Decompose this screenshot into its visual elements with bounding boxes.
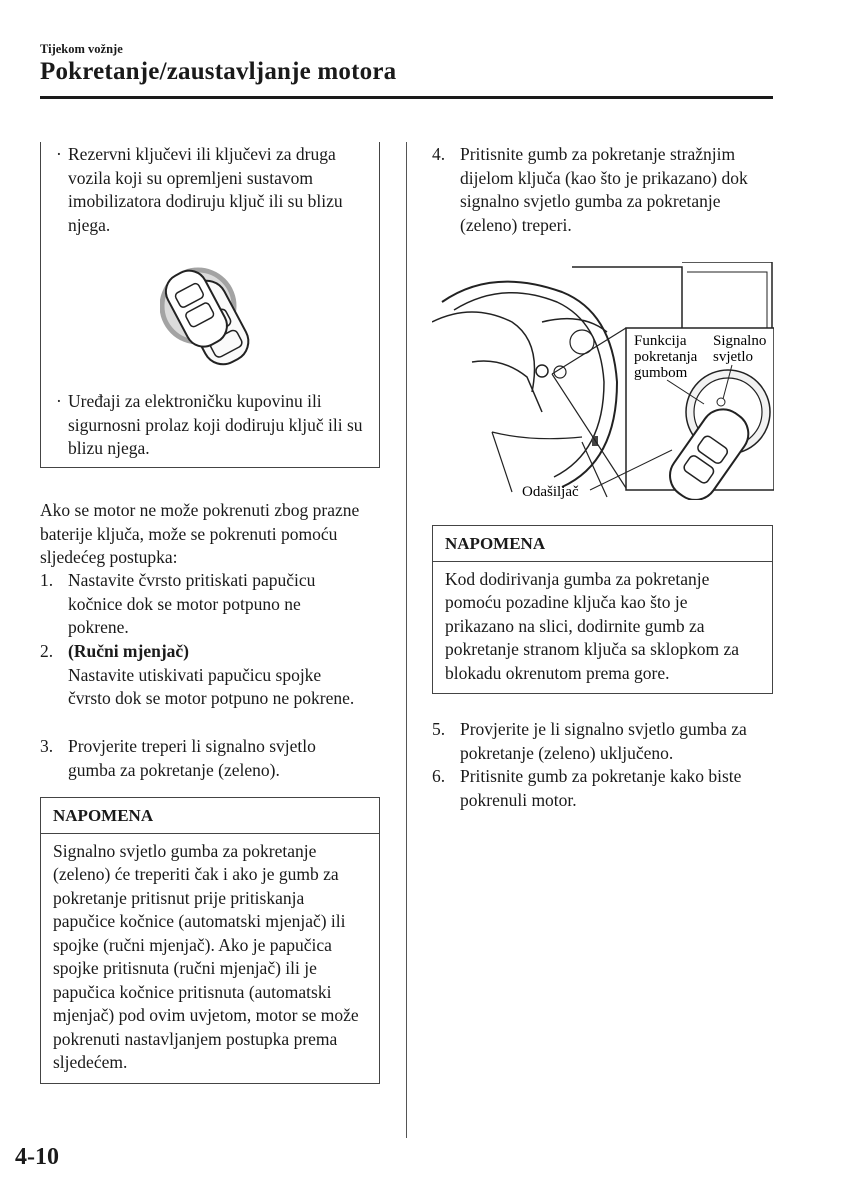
page-title: Pokretanje/zaustavljanje motora — [40, 58, 397, 85]
note-text: Signalno svjetlo gumba za pokretanje (zeleno) će treperiti čak i ako je gumb za pokretanje pritisnut prije pritiskanja papučice kočnice (automatski mjenjač) ili spojke (ručni mjenjač). Ako je papučica spojke pritisnuta (ručni mjenjač) ili je papučica kočnice pritisnuta (automatski mjenjač) pod ovim uvjetom, motor se može pokrenuti nastavljanjem postupka prema sljedećem. — [53, 840, 359, 1072]
note-heading: NAPOMENA — [433, 526, 772, 562]
step-text: Provjerite treperi li signalno svjetlo gumba za pokretanje (zeleno). — [68, 736, 316, 780]
step-text: Nastavite čvrsto pritiskati papučicu kočnice dok se motor potpuno ne pokrene. — [68, 570, 316, 637]
step-4 — [432, 143, 777, 237]
column-divider — [406, 142, 407, 1138]
step-number: 6. — [432, 766, 446, 786]
step-1 — [40, 569, 360, 640]
step-number: 5. — [432, 719, 446, 739]
bullet-dot: · — [56, 391, 62, 411]
dashboard-illustration — [432, 262, 774, 500]
label-function-line2: pokretanja — [634, 349, 698, 365]
bullet-text: Uređaji za elektroničku kupovinu ili sigurnosni prolaz koji dodiruju ključ ili su blizu njega. — [68, 391, 363, 458]
label-signal-line2: svjetlo — [713, 349, 753, 365]
step-6 — [432, 765, 777, 812]
bullet-dot: · — [56, 144, 62, 164]
step-number: 4. — [432, 144, 446, 164]
note-text: Kod dodirivanja gumba za pokretanje pomoću pozadine ključa kao što je prikazano na slici, dodirnite gumb za pokretanje stranom ključa sa sklopkom za blokadu okrenutom prema gore. — [445, 568, 740, 683]
step-text: Pritisnite gumb za pokretanje stražnjim dijelom ključa (kao što je prikazano) dok signalno svjetlo gumba za pokretanje (zeleno) treperi. — [460, 144, 748, 235]
step-3 — [40, 735, 360, 782]
page-number: 4-10 — [15, 1144, 59, 1170]
label-function-line1: Funkcija — [634, 333, 687, 349]
section-label: Tijekom vožnje — [40, 42, 123, 56]
step-text: Nastavite utiskivati papučicu spojke čvrsto dok se motor potpuno ne pokrene. — [68, 664, 355, 708]
note-heading: NAPOMENA — [41, 798, 379, 834]
key-illustration — [160, 262, 270, 386]
step-number: 1. — [40, 570, 54, 590]
step-5 — [432, 718, 777, 765]
label-transmitter: Odašiljač — [522, 484, 579, 500]
step-text: Provjerite je li signalno svjetlo gumba za pokretanje (zeleno) uključeno. — [460, 719, 747, 763]
step-number: 3. — [40, 736, 54, 756]
note-box-left — [40, 797, 380, 1084]
bullet-item-electronic-devices — [56, 390, 376, 461]
step-2 — [40, 640, 360, 711]
start-button-figure — [432, 262, 774, 500]
step-text: Pritisnite gumb za pokretanje kako biste pokrenuli motor. — [460, 766, 742, 810]
step-heading: (Ručni mjenjač) — [68, 641, 190, 661]
title-rule — [40, 96, 773, 99]
step-number: 2. — [40, 641, 54, 661]
bullet-text: Rezervni ključevi ili ključevi za druga vozila koji su opremljeni sustavom imobilizatora dodiruju ključ ili su blizu njega. — [68, 144, 343, 235]
note-box-right — [432, 525, 773, 694]
label-function-line3: gumbom — [634, 365, 688, 381]
bullet-item-spare-keys — [56, 143, 376, 237]
intro-paragraph: Ako se motor ne može pokrenuti zbog prazne baterije ključa, može se pokrenuti pomoću sljedećeg postupka: — [40, 500, 360, 567]
label-signal-line1: Signalno — [713, 333, 767, 349]
